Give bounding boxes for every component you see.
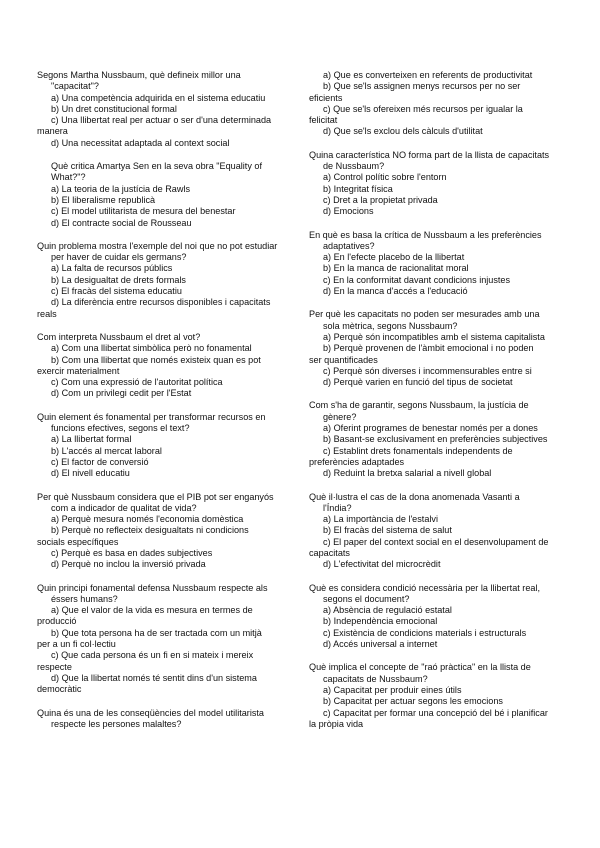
question-stem: Què il·lustra el cas de la dona anomenada Vasanti a l'Índia? xyxy=(309,491,520,513)
option-d: d) Com un privilegi cedit per l'Estat xyxy=(51,388,192,399)
question-stem: Com interpreta Nussbaum el dret al vot? xyxy=(37,331,201,342)
option-c-cont: respecte xyxy=(37,661,72,672)
option-c: c) Establint drets fonamentals independents de xyxy=(323,445,513,456)
option-c: c) Existència de condicions materials i estructurals xyxy=(323,627,527,638)
question-2 xyxy=(37,161,284,229)
option-a: a) Una competència adquirida en el sistema educatiu xyxy=(51,92,266,103)
option-c-cont: felicitat xyxy=(309,115,338,126)
option-a: a) Que el valor de la vida es mesura en termes de xyxy=(51,605,253,616)
question-stem: Per què Nussbaum considera que el PIB pot ser enganyós com a indicador de qualitat de vida? xyxy=(37,491,274,513)
option-a: a) La falta de recursos públics xyxy=(51,263,173,274)
option-c: c) Perquè es basa en dades subjectives xyxy=(51,547,213,558)
option-d: d) El nivell educatiu xyxy=(51,468,130,479)
question-9 xyxy=(309,150,564,218)
option-a: a) Capacitat per produir eines útils xyxy=(323,684,462,695)
option-d: d) Que se'ls exclou dels càlculs d'utilitat xyxy=(323,126,483,137)
option-c: c) Que cada persona és un fi en si mateix i mereix xyxy=(51,650,254,661)
question-5 xyxy=(37,412,284,480)
question-stem: Com s'ha de garantir, segons Nussbaum, la justícia de gènere? xyxy=(309,400,529,422)
question-stem: Què implica el concepte de "raó pràctica" en la llista de capacitats de Nussbaum? xyxy=(309,662,531,684)
option-c: c) El fracàs del sistema educatiu xyxy=(51,286,182,297)
question-stem: Per què les capacitats no poden ser mesurades amb una sola mètrica, segons Nussbaum? xyxy=(309,309,540,331)
question-8-options xyxy=(309,70,564,138)
question-8 xyxy=(37,708,284,731)
option-a: a) En l'efecte placebo de la llibertat xyxy=(323,252,465,263)
option-a: a) Perquè mesura només l'economia domèstica xyxy=(51,514,244,525)
option-b-cont: exercir materialment xyxy=(37,365,120,376)
option-c-cont: preferències adaptades xyxy=(309,456,405,467)
question-stem: En què es basa la crítica de Nussbaum a les preferències adaptatives? xyxy=(309,229,542,251)
option-a: a) Que es converteixen en referents de productivitat xyxy=(323,70,533,80)
option-c: c) Dret a la propietat privada xyxy=(323,194,438,205)
question-stem: Quina és una de les conseqüències del model utilitarista respecte les persones malaltes? xyxy=(37,707,264,729)
option-d: d) Perquè varien en funció del tipus de societat xyxy=(323,377,513,388)
option-a: a) Perquè són incompatibles amb el sistema capitalista xyxy=(323,331,545,342)
option-b: b) En la manca de racionalitat moral xyxy=(323,263,469,274)
option-b-cont: per a un fi col·lectiu xyxy=(37,639,116,650)
question-stem: Segons Martha Nussbaum, què defineix millor una "capacitat"? xyxy=(37,70,241,92)
option-c: c) Que se'ls ofereixen més recursos per igualar la xyxy=(323,103,523,114)
option-d: d) Que la llibertat només té sentit dins d'un sistema xyxy=(51,672,257,683)
question-7 xyxy=(37,583,284,696)
option-b: b) La desigualtat de drets formals xyxy=(51,274,186,285)
option-a: a) La importància de l'estalvi xyxy=(323,514,438,525)
question-3 xyxy=(37,241,284,320)
option-d: d) Reduint la bretxa salarial a nivell global xyxy=(323,468,492,479)
option-a: a) La llibertat formal xyxy=(51,434,132,445)
option-b: b) El fracàs del sistema de salut xyxy=(323,525,452,536)
option-a: a) Oferint programes de benestar només per a dones xyxy=(323,423,538,434)
option-b: b) L'accés al mercat laboral xyxy=(51,445,162,456)
option-b-cont: eficients xyxy=(309,92,343,103)
option-c: c) El model utilitarista de mesura del benestar xyxy=(51,206,236,217)
option-b-cont: ser quantificades xyxy=(309,354,378,365)
option-c: c) Perquè són diverses i incommensurables entre si xyxy=(323,365,532,376)
option-c: c) En la conformitat davant condicions injustes xyxy=(323,274,511,285)
option-b: b) Que se'ls assignen menys recursos per no ser xyxy=(323,81,521,92)
option-a: a) Com una llibertat simbòlica però no fonamental xyxy=(51,343,252,354)
option-d: d) Emocions xyxy=(323,206,374,217)
question-14 xyxy=(309,583,564,651)
option-c: c) El factor de conversió xyxy=(51,456,149,467)
option-c-cont: la pròpia vida xyxy=(309,718,364,729)
left-column xyxy=(37,70,284,742)
option-b: b) Perquè provenen de l'àmbit emocional i no poden xyxy=(323,343,534,354)
option-c: c) Capacitat per formar una concepció del bé i planificar xyxy=(323,707,548,718)
option-c-cont: manera xyxy=(37,126,68,137)
option-b: b) Un dret constitucional formal xyxy=(51,103,177,114)
option-b: b) Capacitat per actuar segons les emocions xyxy=(323,696,503,707)
question-15 xyxy=(309,662,564,730)
option-a: a) Absència de regulació estatal xyxy=(323,605,452,616)
option-c: c) Una llibertat real per actuar o ser d'una determinada xyxy=(51,115,272,126)
question-stem: Quin element és fonamental per transformar recursos en funcions efectives, segons el text? xyxy=(37,411,266,434)
question-stem: Quin problema mostra l'exemple del noi que no pot estudiar per haver de cuidar els germans? xyxy=(37,240,278,263)
question-stem: Què es considera condició necessària per la llibertat real, segons el document? xyxy=(309,582,541,604)
question-10 xyxy=(309,230,564,298)
option-c: c) Com una expressió de l'autoritat política xyxy=(51,377,223,388)
option-b: b) Com una llibertat que només existeix quan es pot xyxy=(51,354,261,365)
option-a: a) La teoria de la justícia de Rawls xyxy=(51,183,191,194)
question-stem: Quin principi fonamental defensa Nussbaum respecte als éssers humans? xyxy=(37,582,268,604)
question-13 xyxy=(309,492,564,571)
option-d-cont: reals xyxy=(37,308,57,319)
option-d: d) Perquè no inclou la inversió privada xyxy=(51,559,206,570)
option-a: a) Control polític sobre l'entorn xyxy=(323,172,447,183)
option-b: b) Perquè no reflecteix desigualtats ni condicions xyxy=(51,525,249,536)
option-b: b) Basant-se exclusivament en preferències subjectives xyxy=(323,434,548,445)
question-11 xyxy=(309,309,564,388)
option-b: b) El liberalisme republicà xyxy=(51,194,156,205)
option-d: d) Una necessitat adaptada al context social xyxy=(51,137,230,148)
option-b: b) Integritat física xyxy=(323,183,393,194)
question-12 xyxy=(309,400,564,479)
question-1 xyxy=(37,70,284,149)
question-stem: Quina característica NO forma part de la llista de capacitats de Nussbaum? xyxy=(309,149,550,172)
option-d: d) En la manca d'accés a l'educació xyxy=(323,286,468,297)
question-4 xyxy=(37,332,284,400)
option-d: d) Accés universal a internet xyxy=(323,639,438,650)
option-c: c) El paper del context social en el desenvolupament de xyxy=(323,536,549,547)
option-d: d) La diferència entre recursos disponibles i capacitats xyxy=(51,297,271,308)
option-d: d) L'efectivitat del microcrèdit xyxy=(323,559,441,570)
option-c-cont: capacitats xyxy=(309,547,350,558)
right-column xyxy=(309,70,564,742)
option-b: b) Que tota persona ha de ser tractada com un mitjà xyxy=(51,627,262,638)
question-6 xyxy=(37,492,284,571)
option-b: b) Independència emocional xyxy=(323,616,438,627)
question-stem: Què critica Amartya Sen en la seva obra "Equality of What?"? xyxy=(51,161,262,183)
option-d: d) El contracte social de Rousseau xyxy=(51,217,192,228)
option-a-cont: producció xyxy=(37,616,77,627)
option-d-cont: democràtic xyxy=(37,684,82,695)
option-b-cont: socials específiques xyxy=(37,536,119,547)
